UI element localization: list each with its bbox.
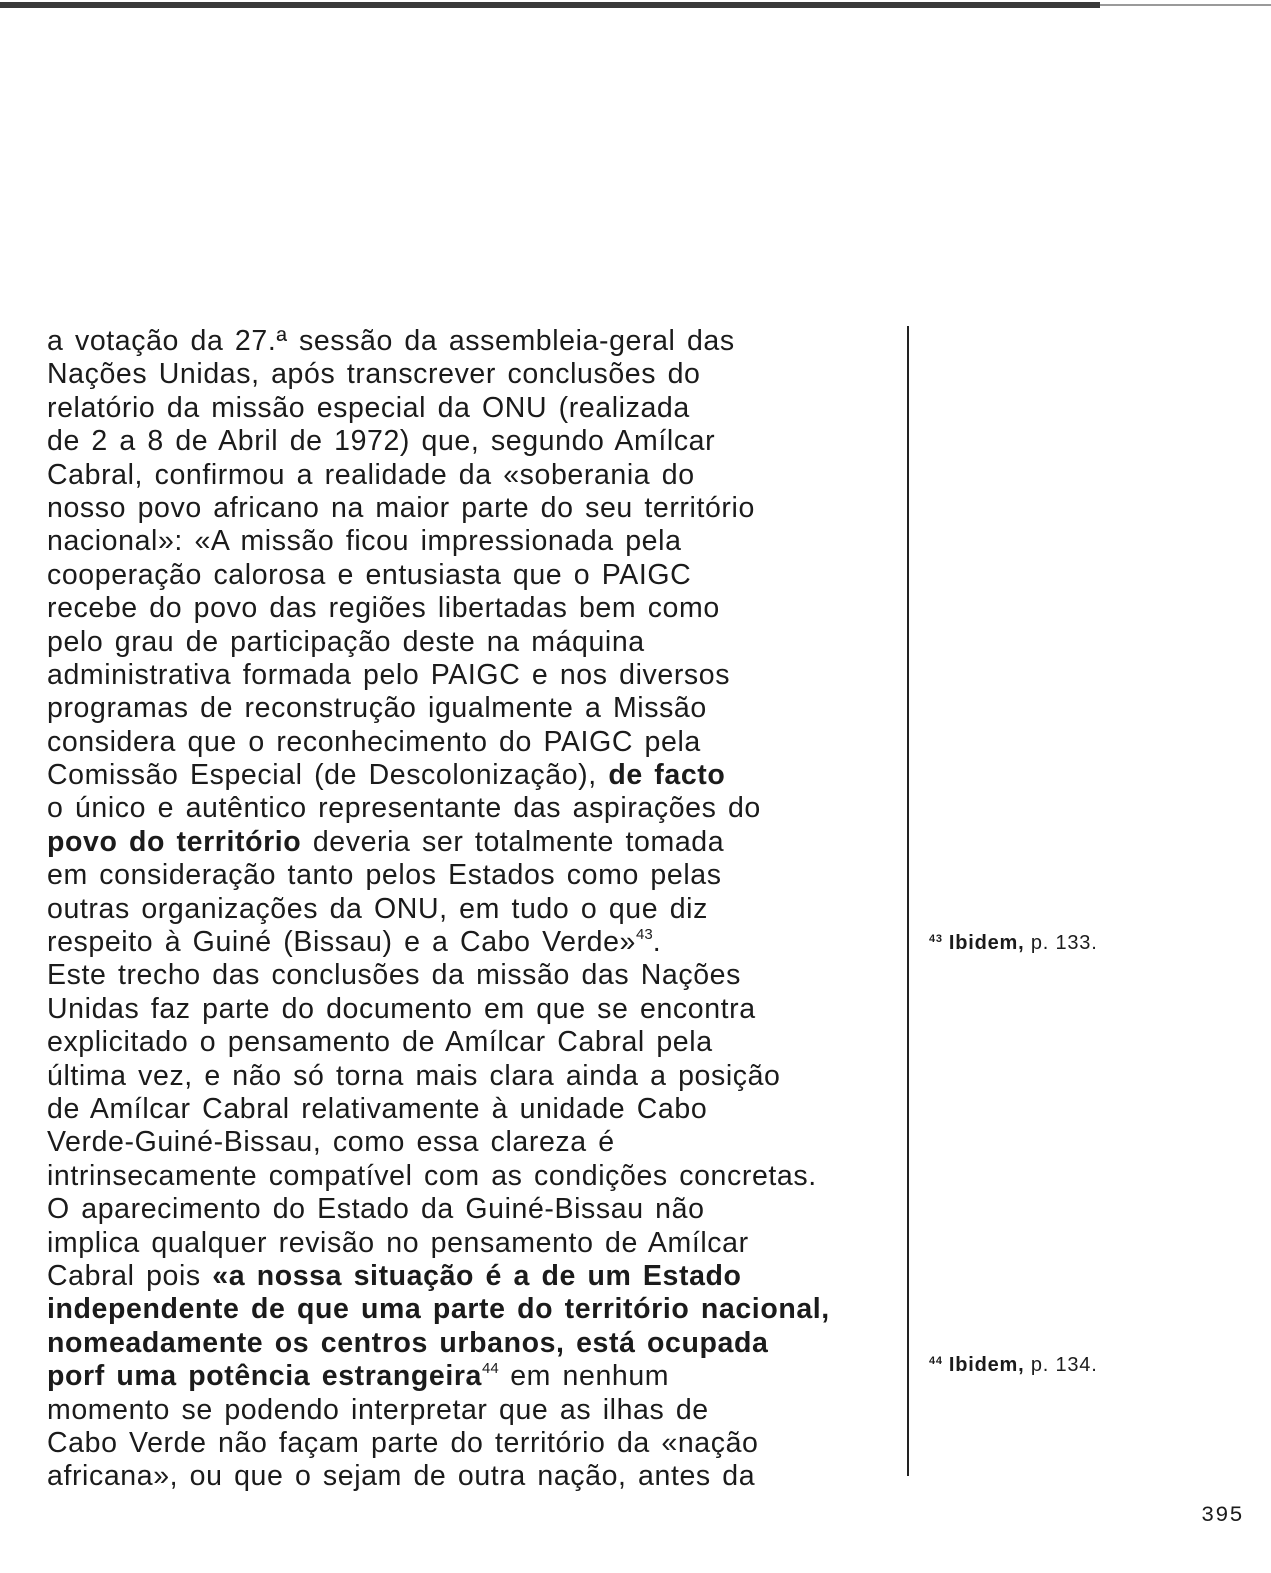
text-line: cooperação calorosa e entusiasta que o PAIGC: [47, 558, 692, 591]
text-line: Cabral, confirmou a realidade da «soberania do: [47, 458, 695, 491]
text-line: pelo grau de participação deste na máquina: [47, 625, 645, 658]
text-line: [47, 1260, 897, 1293]
emphasis-text: nomeadamente os centros urbanos, está ocupada: [47, 1326, 769, 1359]
top-rule: [0, 2, 1100, 8]
text-line: programas de reconstrução igualmente a Missão: [47, 692, 707, 725]
text-line: [47, 826, 897, 859]
text-line: Este trecho das conclusões da missão das Nações: [47, 959, 741, 992]
footnote-page: p. 133.: [1030, 932, 1098, 954]
text-segment: deveria ser totalmente tomada: [312, 825, 725, 858]
text-line: última vez, e não só torna mais clara ainda a posição: [47, 1059, 781, 1092]
footnote-marker-44: 44: [482, 1360, 499, 1378]
text-line: intrinsecamente compatível com as condições concretas.: [47, 1159, 817, 1192]
text-line: Verde-Guiné-Bissau, como essa clareza é: [47, 1126, 615, 1159]
footnote-44: [929, 1354, 1098, 1377]
text-line: considera que o reconhecimento do PAIGC pela: [47, 725, 701, 758]
text-segment: respeito à Guiné (Bissau) e a Cabo Verde»: [47, 926, 637, 959]
text-line: [47, 759, 897, 792]
text-line: [47, 1360, 897, 1393]
footnote-number: 43: [929, 933, 943, 945]
text-line: Nações Unidas, após transcrever conclusões do: [47, 358, 701, 391]
text-line: [47, 1293, 897, 1326]
text-line: africana», ou que o sejam de outra nação, antes da: [47, 1460, 756, 1493]
emphasis-text: de facto: [608, 759, 726, 792]
text-line: administrativa formada pelo PAIGC e nos diversos: [47, 658, 731, 691]
text-line: nacional»: «A missão ficou impressionada pela: [47, 525, 682, 558]
text-line: O aparecimento do Estado da Guiné-Bissau não: [47, 1193, 705, 1226]
footnote-43: [929, 932, 1098, 955]
text-line: a votação da 27.ª sessão da assembleia-geral das: [47, 325, 735, 357]
text-line: explicitado o pensamento de Amílcar Cabral pela: [47, 1026, 713, 1059]
text-line: implica qualquer revisão no pensamento de Amílcar: [47, 1226, 749, 1259]
footnote-page: p. 134.: [1030, 1354, 1098, 1376]
text-segment: Cabral pois: [47, 1259, 201, 1292]
text-line: [47, 926, 897, 959]
footnote-number: 44: [929, 1355, 943, 1367]
column-divider: [907, 326, 909, 1476]
text-line: momento se podendo interpretar que as ilhas de: [47, 1393, 709, 1426]
footnote-ref: Ibidem,: [948, 1354, 1025, 1376]
text-line: nosso povo africano na maior parte do seu território: [47, 491, 755, 524]
text-line: relatório da missão especial da ONU (realizada: [47, 391, 690, 424]
text-line: o único e autêntico representante das aspirações do: [47, 792, 761, 825]
text-segment: .: [652, 926, 662, 959]
text-line: Cabo Verde não façam parte do território da «nação: [47, 1426, 759, 1459]
emphasis-text: povo do território: [47, 825, 302, 858]
footnote-ref: Ibidem,: [948, 932, 1025, 954]
page-number: 395: [1201, 1503, 1244, 1528]
footnote-marker-43: 43: [636, 926, 653, 944]
emphasis-text: «a nossa situação é a de um Estado: [212, 1259, 742, 1292]
text-line: outras organizações da ONU, em tudo o que diz: [47, 892, 708, 925]
emphasis-text: independente de que uma parte do território nacional,: [47, 1293, 830, 1326]
top-rule-fade: [1100, 4, 1271, 6]
text-line: de Amílcar Cabral relativamente à unidade Cabo: [47, 1092, 708, 1125]
emphasis-text: porf uma potência estrangeira: [47, 1360, 483, 1393]
text-segment: em nenhum: [510, 1360, 670, 1393]
text-line: Unidas faz parte do documento em que se encontra: [47, 992, 756, 1025]
text-line: recebe do povo das regiões libertadas bem como: [47, 592, 720, 625]
text-line: [47, 1327, 897, 1360]
text-line: em consideração tanto pelos Estados como pelas: [47, 859, 722, 892]
main-text-column: [47, 325, 897, 1494]
text-line: de 2 a 8 de Abril de 1972) que, segundo Amílcar: [47, 425, 716, 458]
text-segment: Comissão Especial (de Descolonização),: [47, 759, 597, 792]
